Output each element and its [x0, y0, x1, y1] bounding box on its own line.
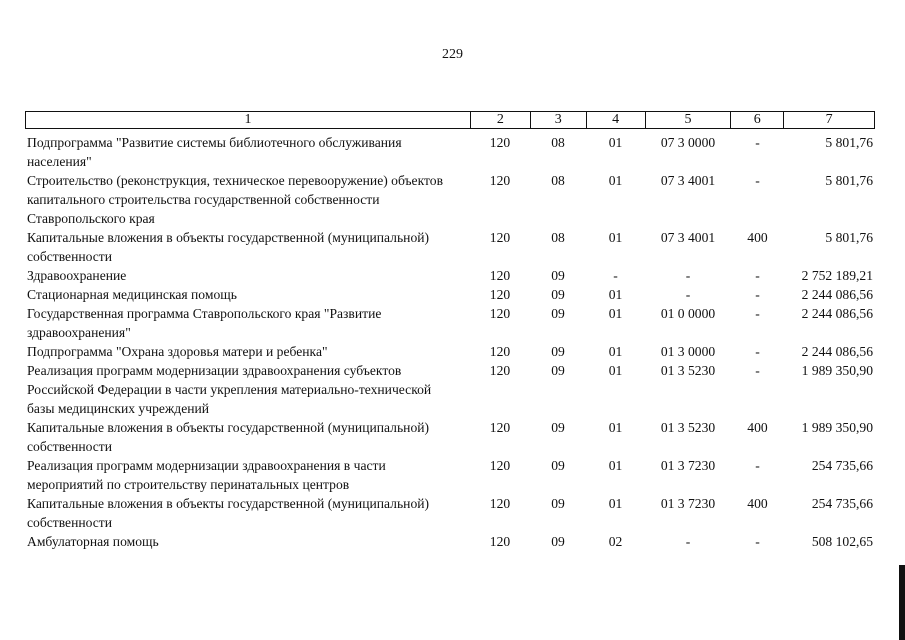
cell-col-6: 400 [747, 230, 768, 245]
cell-col-5: 01 3 5230 [660, 363, 716, 378]
table-row [25, 418, 875, 456]
header-col-6: 6 [730, 112, 783, 128]
page-number: 229 [442, 47, 463, 62]
cell-col-7: 2 244 086,56 [801, 306, 873, 321]
cell-col-4: 01 [608, 458, 623, 473]
row-name: Амбулаторная помощь [27, 534, 159, 549]
cell-col-6: - [755, 287, 760, 302]
cell-col-2: 120 [489, 268, 511, 283]
cell-col-5: 07 3 4001 [660, 173, 716, 188]
row-name: Стационарная медицинская помощь [27, 287, 237, 302]
cell-col-4: 01 [608, 496, 623, 511]
table-row [25, 494, 875, 532]
row-name: Капитальные вложения в объекты государственной (муниципальной) собственности [27, 230, 430, 264]
cell-col-6: 400 [747, 496, 768, 511]
cell-col-2: 120 [489, 135, 511, 150]
scan-edge-mark [899, 565, 905, 640]
cell-col-4: 01 [608, 135, 623, 150]
cell-col-5: 01 3 7230 [660, 458, 716, 473]
row-name: Реализация программ модернизации здравоохранения субъектов Российской Федерации в части укрепления материально-технической базы медицинских учреждений [27, 363, 432, 416]
cell-col-4: 01 [608, 287, 623, 302]
header-col-2: 2 [470, 112, 530, 128]
cell-col-7: 5 801,76 [825, 173, 873, 188]
cell-col-6: 400 [747, 420, 768, 435]
table-row [25, 304, 875, 342]
cell-col-7: 2 244 086,56 [801, 287, 873, 302]
cell-col-4: 01 [608, 420, 623, 435]
cell-col-7: 2 244 086,56 [801, 344, 873, 359]
table-row [25, 285, 875, 304]
cell-col-3: 08 [551, 135, 565, 150]
table-header [25, 111, 875, 129]
cell-col-2: 120 [489, 496, 511, 511]
cell-col-2: 120 [489, 173, 511, 188]
cell-col-6: - [755, 135, 760, 150]
cell-col-7: 254 735,66 [811, 496, 873, 511]
cell-col-3: 09 [551, 496, 565, 511]
cell-col-4: 01 [608, 344, 623, 359]
cell-col-7: 5 801,76 [825, 230, 873, 245]
cell-col-3: 09 [551, 344, 565, 359]
table-row [25, 532, 875, 551]
row-name: Здравоохранение [27, 268, 127, 283]
cell-col-7: 1 989 350,90 [801, 420, 873, 435]
cell-col-5: 01 3 5230 [660, 420, 716, 435]
cell-col-2: 120 [489, 458, 511, 473]
cell-col-4: 01 [608, 306, 623, 321]
cell-col-7: 508 102,65 [811, 534, 873, 549]
header-col-7: 7 [783, 112, 874, 128]
cell-col-5: - [685, 287, 691, 302]
cell-col-4: 01 [608, 230, 623, 245]
cell-col-5: 07 3 0000 [660, 135, 716, 150]
cell-col-3: 09 [551, 363, 565, 378]
table-row [25, 342, 875, 361]
cell-col-3: 09 [551, 268, 565, 283]
cell-col-2: 120 [489, 287, 511, 302]
cell-col-4: - [613, 268, 618, 283]
cell-col-3: 08 [551, 230, 565, 245]
cell-col-2: 120 [489, 306, 511, 321]
row-name: Государственная программа Ставропольского края "Развитие здравоохранения" [27, 306, 382, 340]
row-name: Реализация программ модернизации здравоохранения в части мероприятий по строительству перинатальных центров [27, 458, 386, 492]
cell-col-6: - [755, 534, 760, 549]
cell-col-7: 5 801,76 [825, 135, 873, 150]
header-col-1: 1 [244, 112, 252, 127]
cell-col-4: 01 [608, 363, 623, 378]
cell-col-5: - [685, 534, 691, 549]
cell-col-2: 120 [489, 534, 511, 549]
table-body [25, 133, 875, 551]
cell-col-4: 02 [608, 534, 623, 549]
table-row [25, 361, 875, 418]
cell-col-3: 09 [551, 458, 565, 473]
cell-col-6: - [755, 363, 760, 378]
cell-col-3: 09 [551, 287, 565, 302]
row-name: Подпрограмма "Охрана здоровья матери и ребенка" [27, 344, 328, 359]
cell-col-3: 08 [551, 173, 565, 188]
cell-col-2: 120 [489, 344, 511, 359]
cell-col-3: 09 [551, 420, 565, 435]
cell-col-3: 09 [551, 306, 565, 321]
cell-col-5: 01 0 0000 [660, 306, 716, 321]
cell-col-2: 120 [489, 420, 511, 435]
cell-col-6: - [755, 306, 760, 321]
cell-col-5: 01 3 0000 [660, 344, 716, 359]
cell-col-3: 09 [551, 534, 565, 549]
cell-col-7: 1 989 350,90 [801, 363, 873, 378]
header-col-3: 3 [530, 112, 586, 128]
cell-col-5: 01 3 7230 [660, 496, 716, 511]
cell-col-6: - [755, 268, 760, 283]
cell-col-7: 254 735,66 [811, 458, 873, 473]
header-col-4: 4 [586, 112, 645, 128]
cell-col-4: 01 [608, 173, 623, 188]
cell-col-6: - [755, 458, 760, 473]
table-row [25, 456, 875, 494]
row-name: Строительство (реконструкция, техническое перевооружение) объектов капитального строительства государственной собственности Ставропольского края [27, 173, 443, 226]
row-name: Капитальные вложения в объекты государственной (муниципальной) собственности [27, 420, 430, 454]
row-name: Капитальные вложения в объекты государственной (муниципальной) собственности [27, 496, 430, 530]
cell-col-2: 120 [489, 230, 511, 245]
cell-col-5: 07 3 4001 [660, 230, 716, 245]
header-col-5: 5 [645, 112, 731, 128]
cell-col-6: - [755, 173, 760, 188]
table-row [25, 133, 875, 171]
cell-col-5: - [685, 268, 691, 283]
cell-col-7: 2 752 189,21 [801, 268, 873, 283]
table-row [25, 266, 875, 285]
row-name: Подпрограмма "Развитие системы библиотечного обслуживания населения" [27, 135, 402, 169]
table-row [25, 228, 875, 266]
cell-col-6: - [755, 344, 760, 359]
table-row [25, 171, 875, 228]
cell-col-2: 120 [489, 363, 511, 378]
